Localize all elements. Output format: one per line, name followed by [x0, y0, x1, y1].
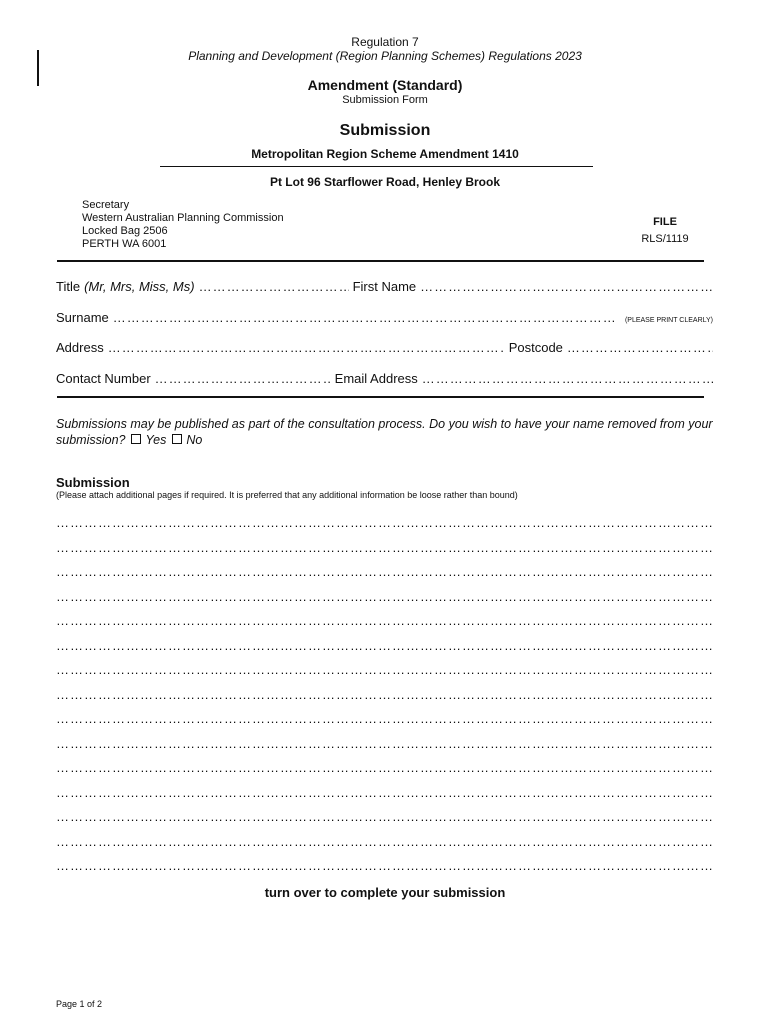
surname-row [56, 310, 713, 325]
submission-line[interactable] [56, 858, 712, 883]
publication-question-text: Submissions may be published as part of the consultation process. Do you wish to have your name removed from your submission? [56, 417, 713, 447]
yes-checkbox[interactable] [131, 434, 141, 444]
contact-row [56, 371, 713, 386]
scheme-amendment-title: Metropolitan Region Scheme Amendment 1410 [251, 147, 519, 161]
submission-line[interactable] [56, 687, 712, 712]
title-options: (Mr, Mrs, Miss, Ms) [84, 279, 195, 294]
publication-question [56, 416, 716, 448]
file-label: FILE [653, 216, 677, 228]
address-line: PERTH WA 6001 [82, 238, 167, 250]
submission-line[interactable] [56, 760, 712, 785]
submission-line[interactable] [56, 515, 712, 540]
submission-line[interactable] [56, 736, 712, 761]
location-title: Pt Lot 96 Starflower Road, Henley Brook [269, 175, 501, 189]
submission-line[interactable] [56, 589, 712, 614]
address-row [56, 340, 713, 355]
submission-note: (Please attach additional pages if required. It is preferred that any additional information be loose rather than bound) [56, 490, 518, 500]
first-name-label: First Name [352, 279, 417, 294]
submission-line[interactable] [56, 638, 712, 663]
surname-field[interactable] [113, 310, 615, 325]
page-number: Page 1 of 2 [56, 999, 103, 1009]
address-line: Locked Bag 2506 [82, 225, 168, 237]
regulation-number: Regulation 7 [351, 35, 419, 49]
form-title: Amendment (Standard) [307, 77, 463, 93]
submission-title: Submission [339, 122, 431, 139]
submission-line[interactable] [56, 613, 712, 638]
email-label: Email Address [334, 371, 418, 386]
submission-line[interactable] [56, 540, 712, 565]
surname-label: Surname [56, 310, 109, 325]
title-label: Title [56, 279, 81, 294]
address-line: Western Australian Planning Commission [82, 212, 284, 224]
turn-over-note: turn over to complete your submission [264, 885, 506, 900]
recipient-address [82, 199, 284, 251]
file-number: RLS/1119 [641, 233, 689, 245]
email-field[interactable] [422, 371, 713, 386]
regulation-title: Planning and Development (Region Planning Schemes) Regulations 2023 [188, 49, 582, 63]
address-field[interactable] [108, 340, 505, 355]
section-divider [57, 396, 704, 398]
no-checkbox[interactable] [172, 434, 182, 444]
submission-heading: Submission [56, 475, 130, 490]
section-divider [57, 260, 704, 262]
submission-line[interactable] [56, 785, 712, 810]
submission-text-area[interactable] [56, 515, 712, 883]
address-label: Address [56, 340, 104, 355]
contact-number-field[interactable] [155, 371, 331, 386]
submission-line[interactable] [56, 662, 712, 687]
no-label: No [186, 433, 203, 447]
submission-line[interactable] [56, 834, 712, 859]
postcode-label: Postcode [508, 340, 563, 355]
title-name-row [56, 279, 713, 294]
file-reference [630, 214, 700, 248]
submission-line[interactable] [56, 564, 712, 589]
print-clearly-note: (PLEASE PRINT CLEARLY) [624, 317, 713, 324]
contact-number-label: Contact Number [56, 371, 151, 386]
yes-label: Yes [145, 433, 167, 447]
title-divider [160, 166, 593, 167]
title-field[interactable] [199, 279, 349, 294]
address-line: Secretary [82, 199, 130, 211]
submission-line[interactable] [56, 711, 712, 736]
first-name-field[interactable] [420, 279, 713, 294]
form-subtitle: Submission Form [342, 94, 428, 106]
submission-line[interactable] [56, 809, 712, 834]
postcode-field[interactable] [567, 340, 713, 355]
